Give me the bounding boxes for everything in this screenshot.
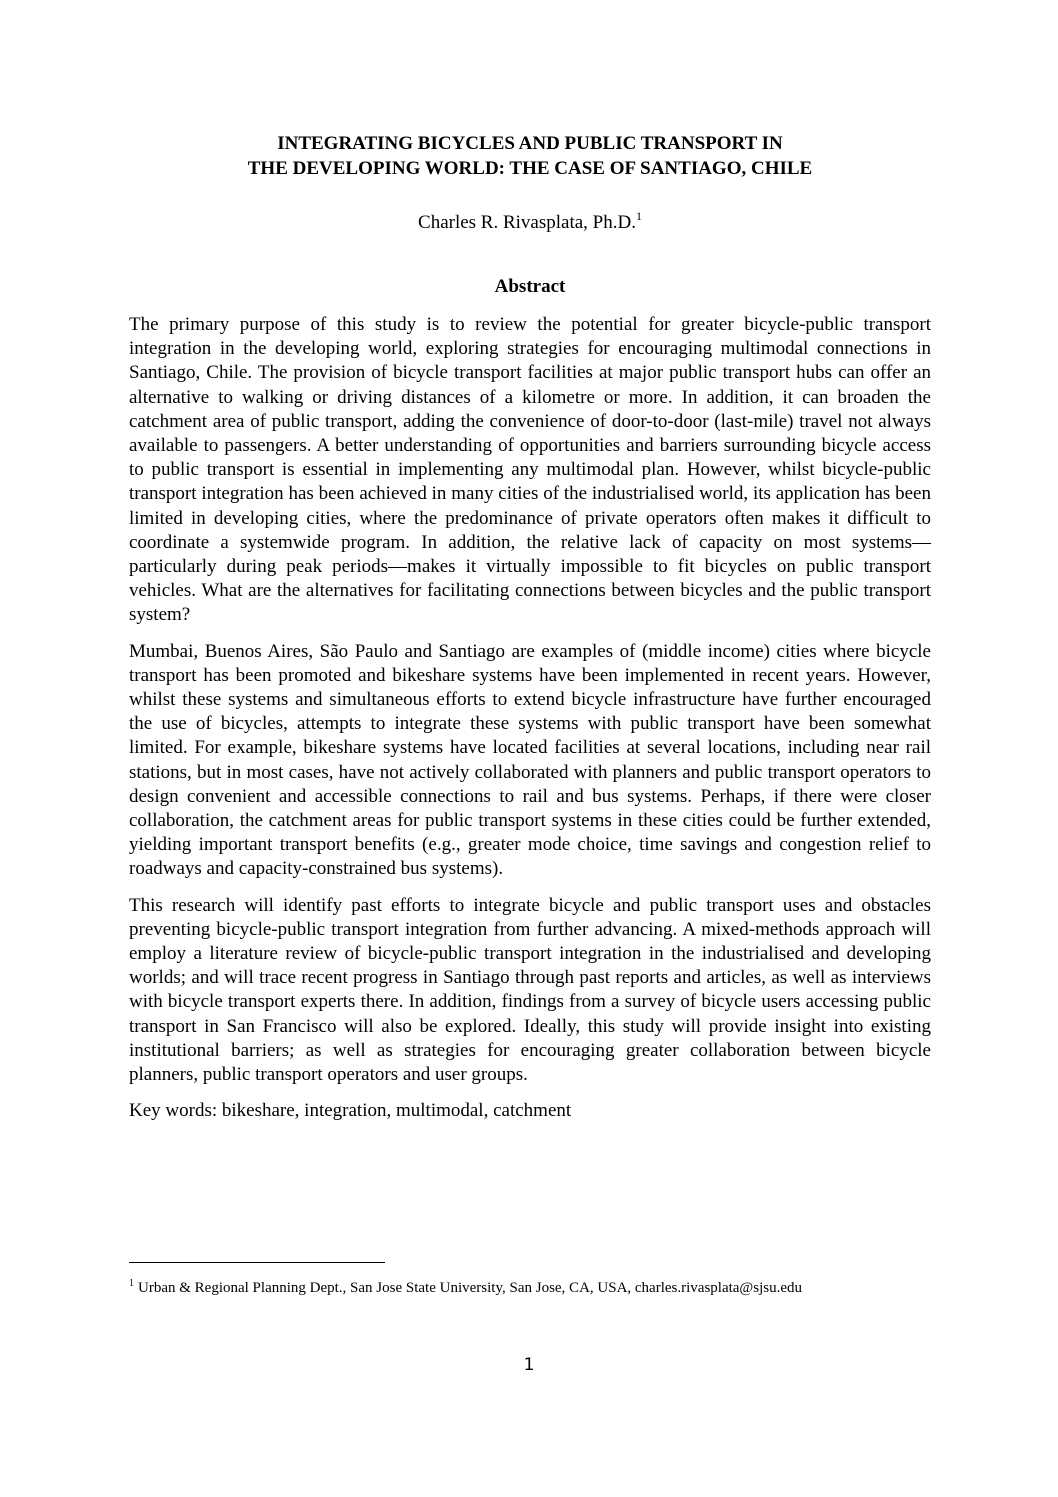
- author-footnote-marker: 1: [635, 209, 642, 223]
- abstract-paragraph-3: This research will identify past efforts to integrate bicycle and public transport uses and obstacles preventing bicycle-public transport integration from further advancing. A mixed-methods approach will employ a literature review of bicycle-public transport integration in the industrialised and developing worlds; and will trace recent progress in Santiago through past reports and articles, as well as interviews with bicycle transport experts there. In addition, findings from a survey of bicycle users accessing public transport in San Francisco will also be explored. Ideally, this study will provide insight into existing institutional barriers; as well as strategies for encouraging greater collaboration between bicycle planners, public transport operators and user groups.: [129, 894, 931, 1086]
- footnote-marker: 1: [129, 1278, 134, 1289]
- keywords: Key words: bikeshare, integration, multimodal, catchment: [129, 1100, 572, 1122]
- abstract-heading: Abstract: [494, 276, 566, 297]
- paper-body: [129, 131, 931, 1123]
- paper-title: [129, 131, 931, 181]
- abstract-paragraph-2: Mumbai, Buenos Aires, São Paulo and Santiago are examples of (middle income) cities where bicycle transport has been promoted and bikeshare systems have been implemented in recent years. However, whilst these systems and simultaneous efforts to extend bicycle infrastructure have further encouraged the use of bicycles, attempts to integrate these systems with public transport have been somewhat limited. For example, bikeshare systems have located facilities at several locations, including near rail stations, but in most cases, have not actively collaborated with planners and public transport operators to design convenient and accessible connections to rail and bus systems. Perhaps, if there were closer collaboration, the catchment areas for public transport systems in these cities could be further extended, yielding important transport benefits (e.g., greater mode choice, time savings and congestion relief to roadways and capacity-constrained bus systems).: [129, 640, 931, 880]
- abstract-paragraph-1: The primary purpose of this study is to review the potential for greater bicycle-public transport integration in the developing world, exploring strategies for encouraging multimodal connections in Santiago, Chile. The provision of bicycle transport facilities at major public transport hubs can offer an alternative to walking or driving distances of a kilometre or more. In addition, it can broaden the catchment area of public transport, adding the convenience of door-to-door (last-mile) travel not always available to passengers. A better understanding of opportunities and barriers surrounding bicycle access to public transport is essential in implementing any multimodal plan. However, whilst bicycle-public transport integration has been achieved in many cities of the industrialised world, its application has been limited in developing cities, where the predominance of private operators often makes it difficult to coordinate a systemwide program. In addition, the relative lack of capacity on most systems—particularly during peak periods—makes it virtually impossible to fit bicycles on public transport vehicles. What are the alternatives for facilitating connections between bicycles and the public transport system?: [129, 314, 931, 626]
- author-name: Charles R. Rivasplata, Ph.D.: [418, 212, 636, 233]
- author-line: [129, 211, 931, 235]
- footnote-text: Urban & Regional Planning Dept., San Jose State University, San Jose, CA, USA, charles.rivasplata@sjsu.edu: [138, 1280, 802, 1296]
- footnote: [129, 1278, 939, 1298]
- footnote-divider: [129, 1262, 385, 1263]
- paper-title-line-1: INTEGRATING BICYCLES AND PUBLIC TRANSPORT IN: [277, 133, 783, 154]
- paper-title-line-2: THE DEVELOPING WORLD: THE CASE OF SANTIAGO, CHILE: [247, 158, 813, 179]
- page-number: 1: [523, 1355, 535, 1375]
